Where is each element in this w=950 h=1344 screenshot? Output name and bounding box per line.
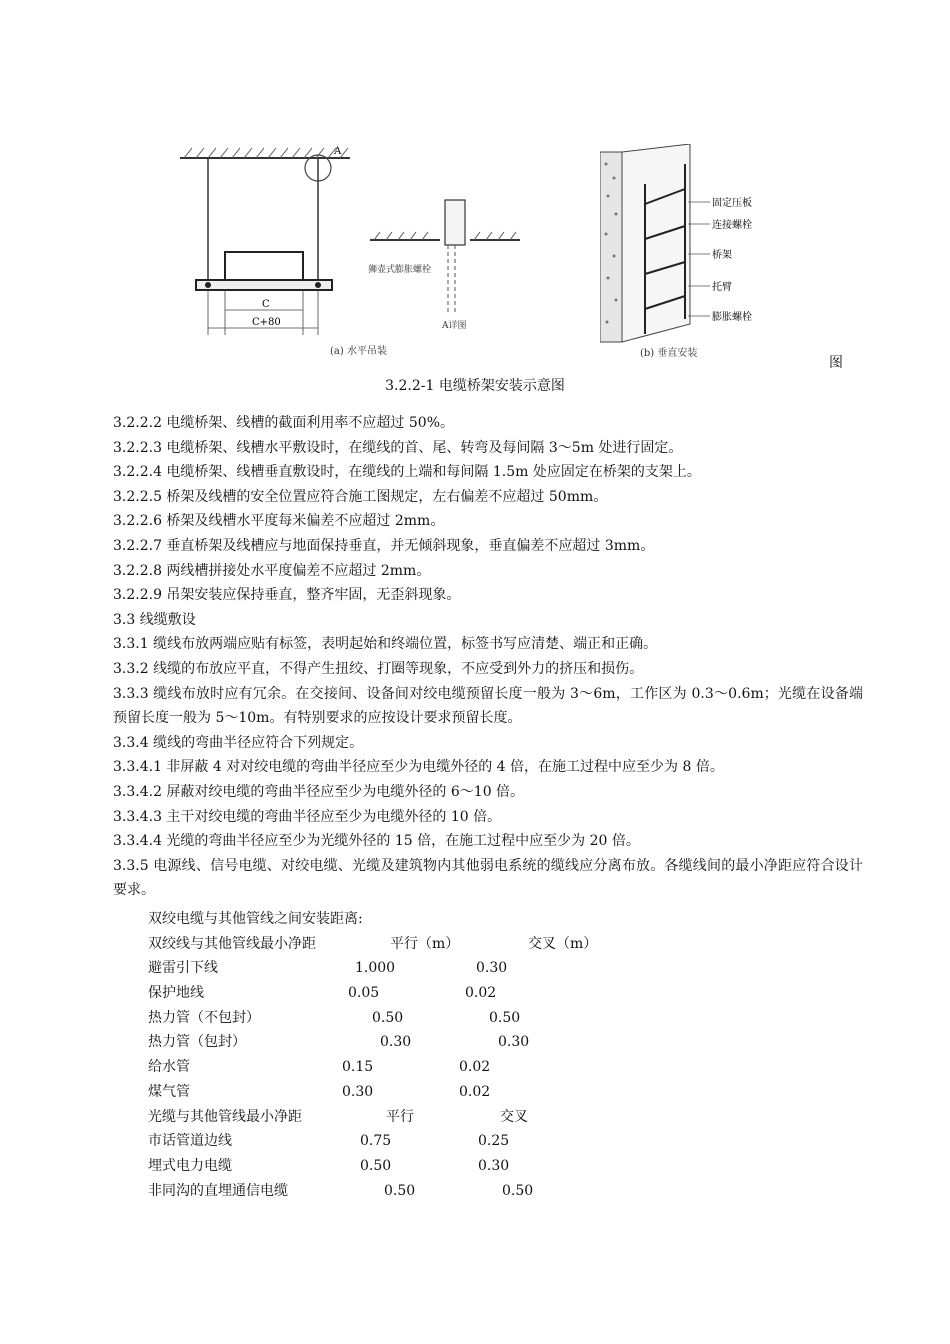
row-label: 非同沟的直埋通信电缆 [148, 1182, 288, 1199]
row-label: 市话管道边线 [148, 1133, 232, 1150]
paragraph: 3.3.3 缆线布放时应有冗余。在交接间、设备间对绞电缆预留长度一般为 3～6m，工作区为 0.3～0.6m；光缆在设备端预留长度一般为 5～10m。有特别要求的应按设计要求预留长度。 [113, 685, 863, 727]
parallel-value: 1.000 [355, 960, 396, 977]
label-pressure-plate: 固定压板 [712, 198, 752, 209]
parallel-value: 0.50 [360, 1157, 392, 1174]
paragraph: 3.2.2.7 垂直桥架及线槽应与地面保持垂直，并无倾斜现象，垂直偏差不应超过 3mm。 [113, 537, 655, 554]
paragraph: 3.3.4.2 屏蔽对绞电缆的弯曲半径应至少为电缆外径的 6～10 倍。 [113, 783, 525, 800]
cross-value: 0.25 [478, 1133, 510, 1150]
caption-b: (b) 垂直安装 [640, 348, 698, 359]
paragraph: 3.3.5 电源线、信号电缆、对绞电缆、光缆及建筑物内其他弱电系统的缆线应分离布放。各缆线间的最小净距应符合设计要求。 [113, 857, 863, 899]
figure-panel-vertical [600, 144, 840, 370]
cross-value: 0.30 [478, 1157, 510, 1174]
paragraph: 3.2.2.8 两线槽拼接处水平度偏差不应超过 2mm。 [113, 562, 431, 579]
vertical-installation-drawing [600, 144, 840, 370]
table-title-text: 双绞电缆与其他管线之间安装距离: [148, 911, 363, 927]
section-heading: 3.3 线缆敷设 [113, 611, 196, 628]
parallel-value: 0.15 [342, 1059, 374, 1076]
parallel-value: 0.05 [348, 985, 380, 1002]
label-c: C [262, 299, 270, 310]
horizontal-hanging-drawing [180, 140, 520, 370]
header-cell: 平行 [386, 1108, 414, 1125]
label-detail: A详图 [442, 321, 467, 331]
caption-a: (a) 水平吊装 [330, 346, 387, 357]
parallel-value: 0.50 [384, 1182, 416, 1199]
installation-figure [160, 140, 880, 372]
cross-value: 0.02 [459, 1083, 491, 1100]
row-label: 埋式电力电缆 [148, 1157, 232, 1174]
body-text [113, 411, 863, 903]
paragraph: 3.3.4 缆线的弯曲半径应符合下列规定。 [113, 734, 364, 751]
parallel-value: 0.75 [360, 1133, 392, 1150]
cross-value: 0.02 [459, 1059, 491, 1076]
header-cell: 交叉 [500, 1108, 528, 1125]
label-expansion-bolt: 膨胀螺栓 [712, 312, 752, 323]
parallel-value: 0.30 [342, 1083, 374, 1100]
header-cell: 双绞线与其他管线最小净距 [148, 935, 316, 952]
label-c80: C+80 [252, 317, 281, 328]
row-label: 热力管（不包封） [148, 1009, 260, 1026]
paragraph: 3.2.2.9 吊架安装应保持垂直，整齐牢固，无歪斜现象。 [113, 587, 461, 604]
row-label: 给水管 [148, 1059, 190, 1076]
cross-value: 0.02 [465, 985, 497, 1002]
paragraph: 3.3.4.1 非屏蔽 4 对对绞电缆的弯曲半径应至少为电缆外径的 4 倍，在施工过程中应至少为 8 倍。 [113, 759, 724, 776]
row-label: 煤气管 [148, 1083, 190, 1100]
parallel-value: 0.30 [380, 1034, 412, 1051]
paragraph: 3.2.2.4 电缆桥架、线槽垂直敷设时，在缆线的上端和每间隔 1.5m 处应固定在桥架的支架上。 [113, 464, 701, 481]
label-a: A [334, 146, 342, 157]
paragraph: 3.2.2.2 电缆桥架、线槽的截面利用率不应超过 50%。 [113, 415, 454, 431]
label-tray: 桥架 [712, 250, 732, 261]
row-label: 避雷引下线 [148, 960, 218, 977]
paragraph: 3.3.4.4 光缆的弯曲半径应至少为光缆外径的 15 倍，在施工过程中应至少为 20 倍。 [113, 833, 640, 850]
figure-prefix: 图 [829, 355, 843, 371]
paragraph: 3.3.2 线缆的布放应平直，不得产生扭绞、打圈等现象，不应受到外力的挤压和损伤。 [113, 660, 644, 677]
row-label: 保护地线 [148, 985, 204, 1002]
figure-panel-horizontal [180, 140, 520, 370]
label-bracket-arm: 托臂 [712, 282, 732, 293]
paragraph: 3.2.2.5 桥架及线槽的安全位置应符合施工图规定，左右偏差不应超过 50mm。 [113, 488, 608, 505]
cross-value: 0.50 [502, 1182, 534, 1199]
cross-value: 0.50 [489, 1009, 521, 1026]
row-label: 热力管（包封） [148, 1034, 246, 1051]
header-cell: 光缆与其他管线最小净距 [148, 1108, 302, 1125]
header-cell: 平行（m） [390, 935, 460, 952]
label-connecting-bolt: 连接螺栓 [712, 220, 752, 231]
header-cell: 交叉（m） [528, 935, 598, 952]
parallel-value: 0.50 [372, 1009, 404, 1026]
paragraph: 3.2.2.6 桥架及线槽水平度每米偏差不应超过 2mm。 [113, 513, 445, 530]
paragraph: 3.3.1 缆线布放两端应贴有标签，表明起始和终端位置，标签书写应清楚、端正和正确。 [113, 636, 658, 653]
paragraph: 3.3.4.3 主干对绞电缆的弯曲半径应至少为电缆外径的 10 倍。 [113, 808, 502, 825]
label-bolt: 狮壶式膨胀螺栓 [368, 265, 432, 275]
cross-value: 0.30 [476, 960, 508, 977]
figure-caption: 3.2.2-1 电缆桥架安装示意图 [385, 378, 565, 394]
cross-value: 0.30 [498, 1034, 530, 1051]
paragraph: 3.2.2.3 电缆桥架、线槽水平敷设时，在缆线的首、尾、转弯及每间隔 3～5m 处进行固定。 [113, 439, 683, 456]
